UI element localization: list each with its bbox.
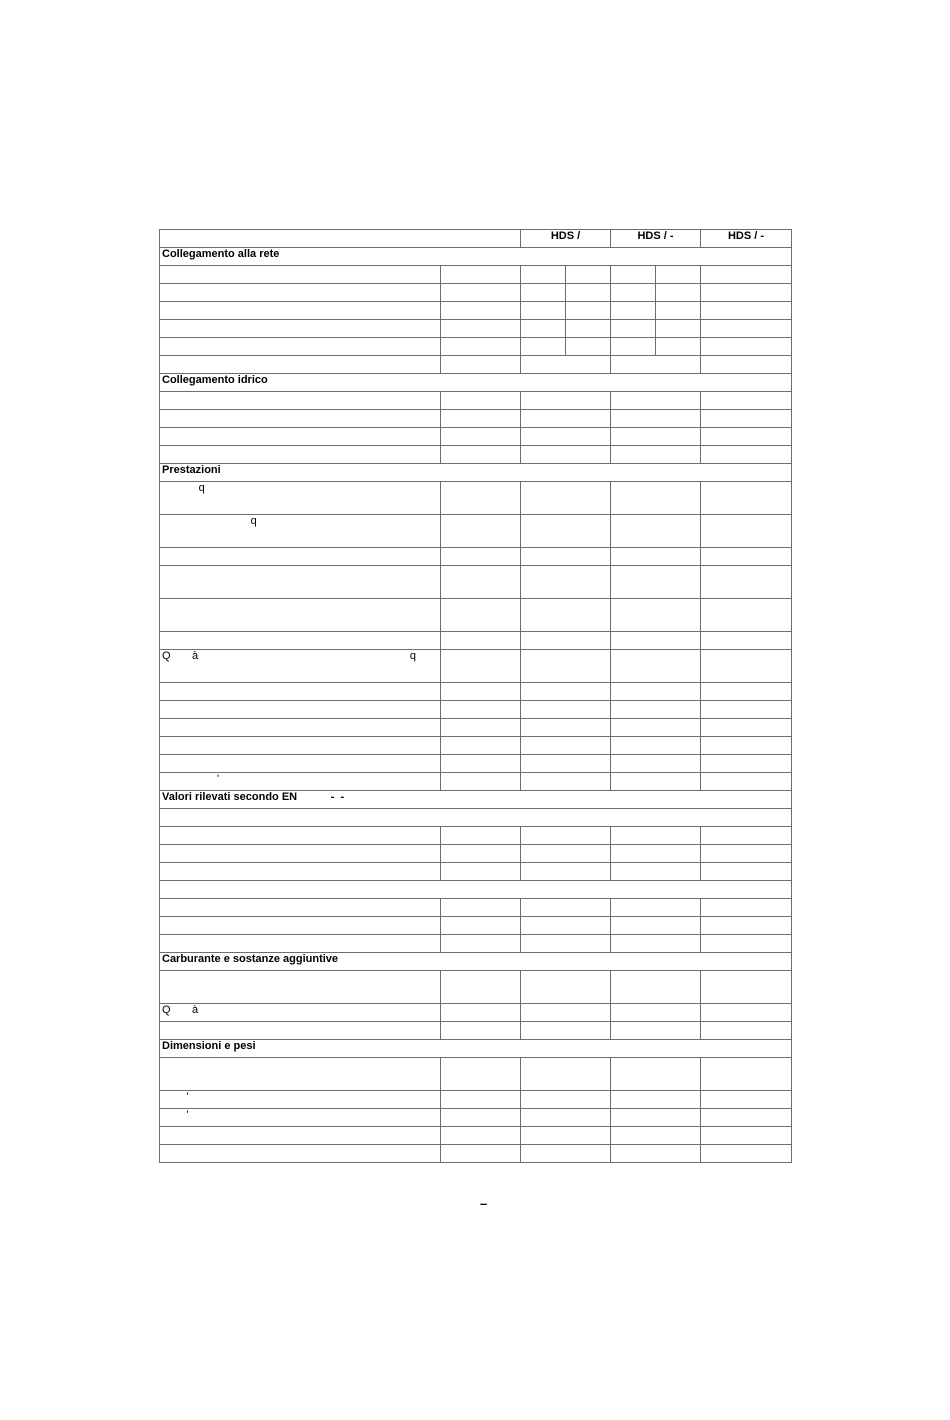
table-row — [160, 599, 792, 632]
table-row — [160, 935, 792, 953]
table-row — [160, 881, 792, 899]
table-row — [160, 719, 792, 737]
table-row — [160, 1058, 792, 1091]
table-row — [160, 650, 792, 683]
row-label — [160, 650, 441, 683]
table-row — [160, 1127, 792, 1145]
header-model-1: HDS / — [521, 230, 611, 248]
section-valori-rilevati: Valori rilevati secondo EN - - — [160, 791, 792, 809]
table-row — [160, 1145, 792, 1163]
section-carburante: Carburante e sostanze aggiuntive — [160, 953, 792, 971]
table-row — [160, 410, 792, 428]
row-label-right: q — [409, 650, 416, 662]
page-number-mark: – — [480, 1196, 488, 1211]
table-header-row — [160, 230, 792, 248]
table-row — [160, 683, 792, 701]
section-collegamento-idrico: Collegamento idrico — [160, 374, 792, 392]
row-label: ' — [160, 1091, 441, 1109]
table-row — [160, 428, 792, 446]
table-row — [160, 266, 792, 284]
table-row — [160, 917, 792, 935]
header-empty-cell — [160, 230, 521, 248]
section-dimensioni: Dimensioni e pesi — [160, 1040, 792, 1058]
table-row — [160, 827, 792, 845]
table-row — [160, 284, 792, 302]
table-row — [160, 548, 792, 566]
row-label: ' — [160, 773, 441, 791]
table-row — [160, 971, 792, 1004]
table-row — [160, 356, 792, 374]
table-row — [160, 737, 792, 755]
table-row — [160, 338, 792, 356]
section-prestazioni: Prestazioni — [160, 464, 792, 482]
table-row — [160, 863, 792, 881]
table-row — [160, 809, 792, 827]
row-label: Q à — [160, 1004, 441, 1022]
header-model-2: HDS / - — [611, 230, 701, 248]
row-label: q — [160, 515, 441, 548]
table-row — [160, 320, 792, 338]
table-row — [160, 773, 792, 791]
table-row — [160, 566, 792, 599]
table-row — [160, 1091, 792, 1109]
table-row — [160, 1004, 792, 1022]
table-row — [160, 392, 792, 410]
table-row — [160, 632, 792, 650]
table-row — [160, 515, 792, 548]
specifications-table — [159, 229, 792, 1163]
table-row — [160, 1109, 792, 1127]
header-model-3: HDS / - — [701, 230, 792, 248]
row-label-left: Q à — [162, 650, 199, 662]
table-row — [160, 845, 792, 863]
table-row — [160, 755, 792, 773]
table-row — [160, 899, 792, 917]
table-row — [160, 1022, 792, 1040]
section-collegamento-rete: Collegamento alla rete — [160, 248, 792, 266]
table-row — [160, 446, 792, 464]
row-label: ' — [160, 1109, 441, 1127]
table-row — [160, 701, 792, 719]
row-label: q — [160, 482, 441, 515]
table-row — [160, 482, 792, 515]
table-row — [160, 302, 792, 320]
